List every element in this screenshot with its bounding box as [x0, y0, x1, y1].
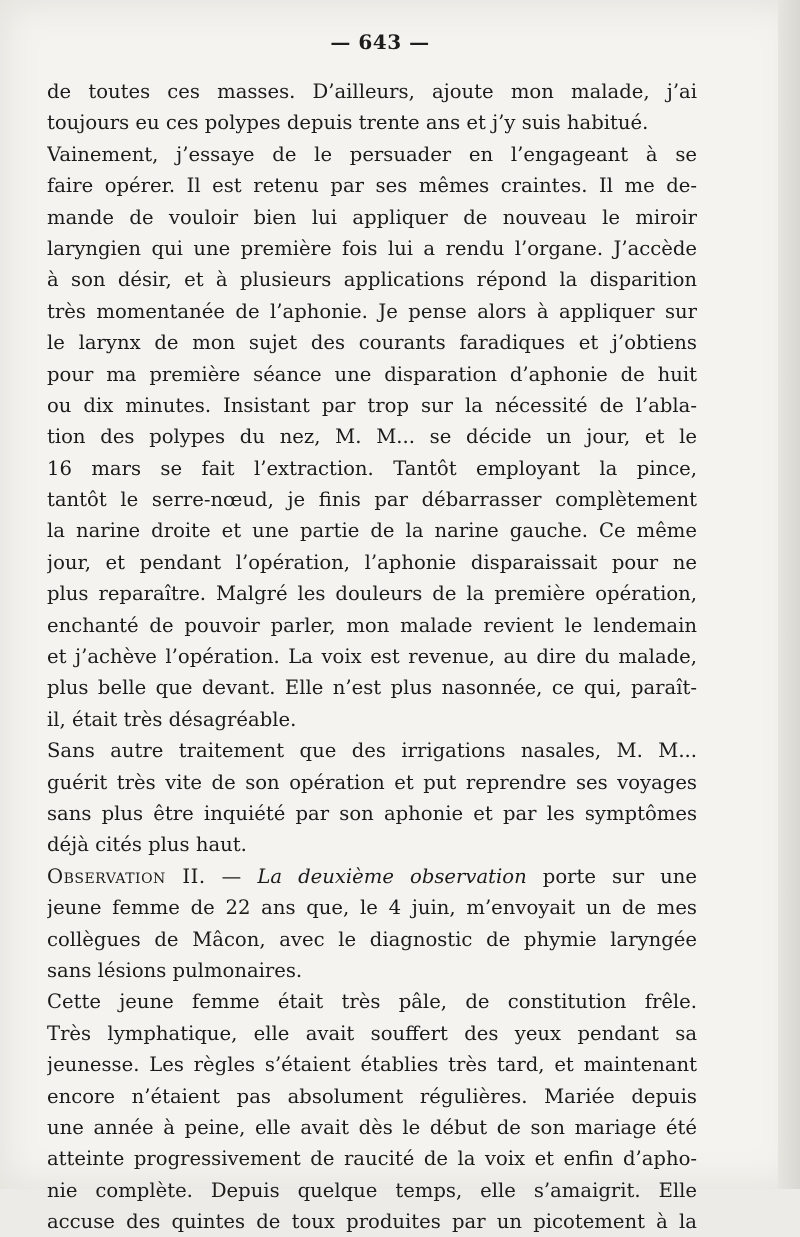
text-line: à son désir, et à plusieurs applications répond la disparition [47, 268, 697, 292]
text-line: sans lésions pulmonaires. [47, 958, 303, 982]
text-line: atteinte progressivement de raucité de la voix et enfin d’apho- [47, 1147, 697, 1171]
text-line: sans plus être inquiété par son aphonie et par les symptômes [47, 801, 697, 825]
text-line: la narine droite et une partie de la narine gauche. Ce même [47, 519, 697, 543]
text-line: mande de vouloir bien lui appliquer de nouveau le miroir [47, 205, 697, 229]
text-line: pour ma première séance une disparation d’aphonie de huit [47, 362, 697, 386]
observation-dash: — [205, 864, 258, 888]
text-line: accuse des quintes de toux produites par un picotement à la [47, 1210, 697, 1234]
text-line: tantôt le serre-nœud, je finis par débarrasser complètement [47, 488, 697, 512]
text-line: Cette jeune femme était très pâle, de constitution frêle. [47, 990, 697, 1014]
text-line: jeunesse. Les règles s’étaient établies très tard, et maintenant [47, 1053, 697, 1077]
text-line: plus reparaître. Malgré les douleurs de la première opération, [47, 582, 697, 606]
text-line: enchanté de pouvoir parler, mon malade revient le lendemain [47, 613, 697, 637]
text-line: ou dix minutes. Insistant par trop sur la nécessité de l’abla- [47, 393, 697, 417]
text-line: toujours eu ces polypes depuis trente ans et j’y suis habitué. [47, 111, 649, 135]
text-line: il, était très désagréable. [47, 707, 297, 731]
text-line: jour, et pendant l’opération, l’aphonie disparaissait pour ne [47, 550, 697, 574]
page-number: — 643 — [330, 30, 430, 54]
observation-rest: porte sur une [526, 864, 697, 888]
paragraph-block-1 [47, 76, 697, 861]
text-line: plus belle que devant. Elle n’est plus nasonnée, ce qui, paraît- [47, 676, 697, 700]
text-line: déjà cités plus haut. [47, 833, 247, 857]
text-line: Vainement, j’essaye de le persuader en l’engageant à se [47, 142, 697, 166]
text-line: le larynx de mon sujet des courants faradiques et j’obtiens [47, 331, 697, 355]
body-text [47, 76, 697, 1237]
text-line: très momentanée de l’aphonie. Je pense alors à appliquer sur [47, 299, 697, 323]
text-line: guérit très vite de son opération et put reprendre ses voyages [47, 770, 697, 794]
text-line: collègues de Mâcon, avec le diagnostic de phymie laryngée [47, 927, 697, 951]
text-line: de toutes ces masses. D’ailleurs, ajoute mon malade, j’ai [47, 80, 697, 103]
text-line: laryngien qui une première fois lui a rendu l’organe. J’accède [47, 236, 697, 260]
text-line: Très lymphatique, elle avait souffert des yeux pendant sa [47, 1021, 697, 1045]
text-line: faire opérer. Il est retenu par ses mêmes craintes. Il me de- [47, 174, 697, 198]
text-line: Sans autre traitement que des irrigations nasales, M. M... [47, 739, 697, 763]
text-line: nie complète. Depuis quelque temps, elle s’amaigrit. Elle [47, 1178, 697, 1202]
text-line: tion des polypes du nez, M. M... se décide un jour, et le [47, 425, 697, 449]
observation-italic-phrase: La deuxième observation [257, 864, 527, 888]
text-line: et j’achève l’opération. La voix est revenue, au dire du malade, [47, 645, 697, 669]
observation-heading-line [47, 861, 697, 892]
page-edge [778, 0, 800, 1189]
observation-label: Observation II. [47, 864, 206, 888]
text-line: jeune femme de 22 ans que, le 4 juin, m’envoyait un de mes [47, 896, 697, 920]
text-line: une année à peine, elle avait dès le début de son mariage été [47, 1115, 697, 1139]
text-line: encore n’étaient pas absolument régulières. Mariée depuis [47, 1084, 697, 1108]
text-line: 16 mars se fait l’extraction. Tantôt employant la pince, [47, 456, 697, 480]
paragraph-block-2 [47, 892, 697, 1237]
